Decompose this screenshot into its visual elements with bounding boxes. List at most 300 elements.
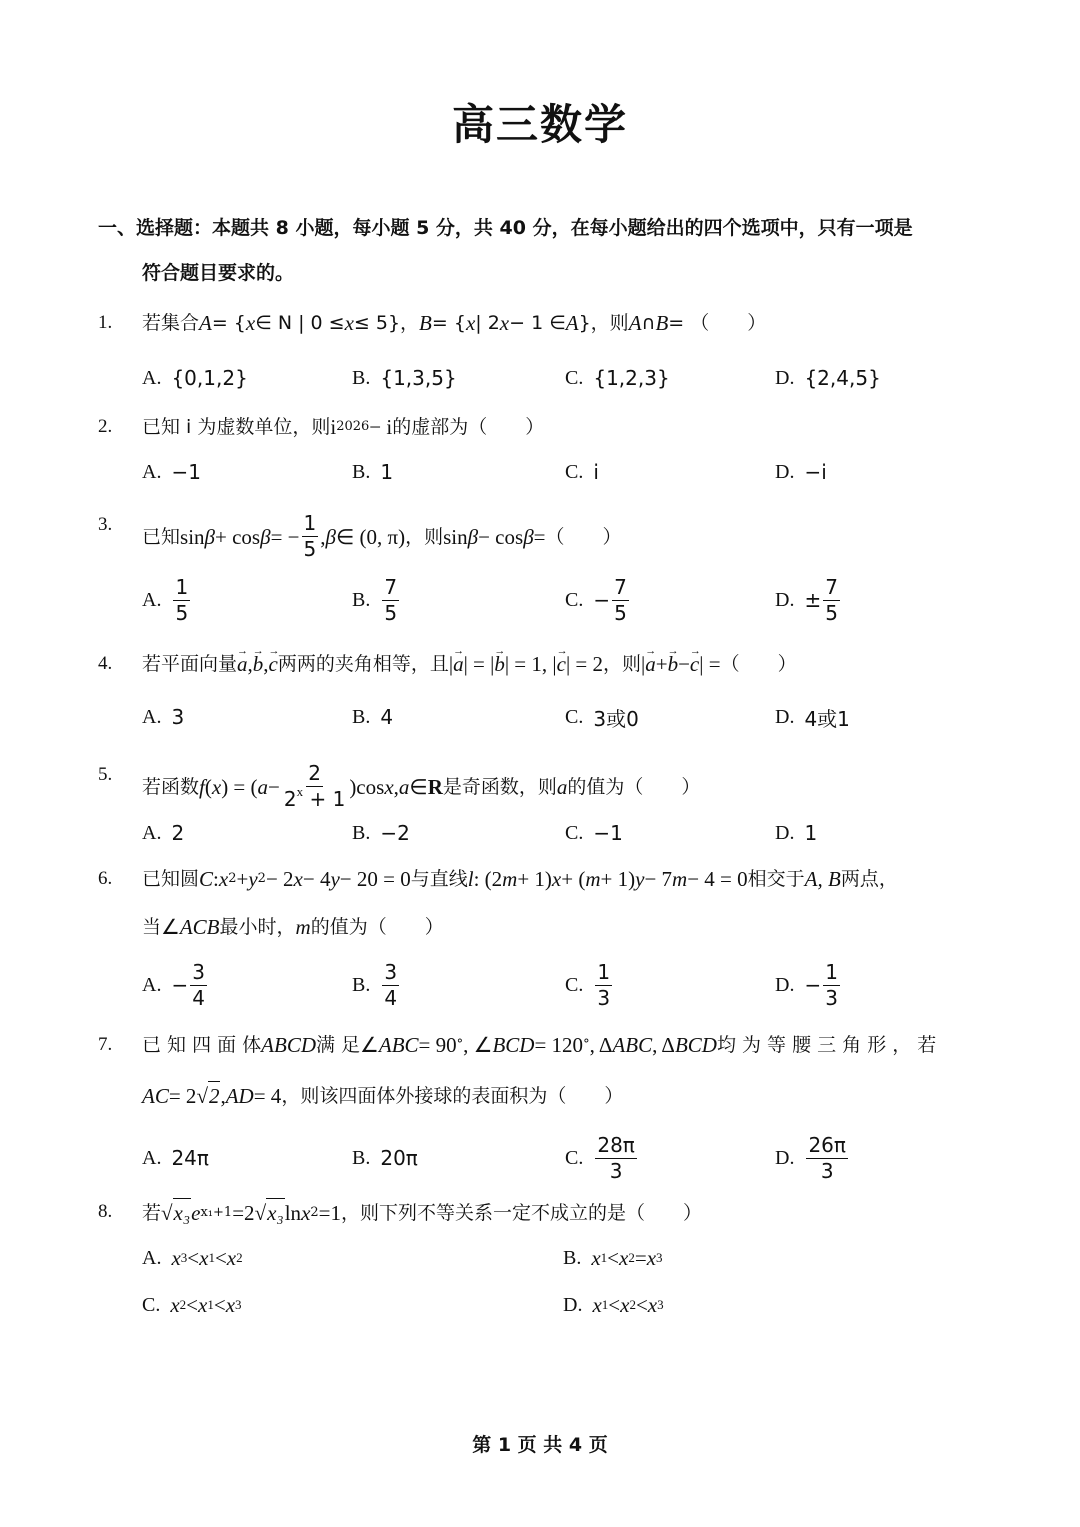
option-c[interactable]	[565, 1132, 639, 1183]
option-a[interactable]	[142, 454, 201, 490]
text: 20π	[380, 1146, 418, 1170]
superscript: x	[296, 784, 304, 799]
option-label: C.	[565, 821, 584, 844]
numerator	[612, 575, 629, 601]
math-text: +	[655, 652, 668, 676]
option-b[interactable]	[352, 699, 393, 735]
math-text: −	[268, 774, 280, 799]
text: 已知圆	[142, 868, 200, 890]
math-var: m	[585, 867, 601, 891]
text: 2	[308, 761, 321, 785]
question-stem	[142, 761, 700, 812]
fraction	[823, 960, 840, 1011]
option-label: C.	[565, 1146, 584, 1169]
text: 满 足	[316, 1034, 361, 1056]
question-stem: 若 √ x₃ e x₁+1 =2 √ x₃ ln x 2 =1 ，则下列不等关系一定不成立的是（ ）	[142, 1198, 702, 1227]
math-text: = 90	[418, 1033, 457, 1057]
vector: → b	[668, 650, 679, 678]
numerator	[173, 575, 190, 601]
math-var: AC	[142, 1083, 169, 1108]
question-number: 5.	[98, 764, 113, 785]
text: 当	[142, 916, 162, 938]
math-text: = −	[270, 524, 300, 549]
option-b[interactable]	[352, 959, 401, 1010]
math-text: + (	[561, 867, 586, 891]
text: 1	[804, 821, 818, 845]
option-a[interactable]	[142, 574, 192, 625]
numerator	[823, 960, 840, 986]
math-var: x	[170, 1292, 180, 1317]
math-var: m	[295, 915, 311, 939]
option-label: D.	[775, 1146, 795, 1169]
question-stem	[142, 1081, 623, 1110]
text: + 1	[303, 787, 346, 811]
text: 1	[825, 959, 838, 984]
math-text: <	[187, 1245, 200, 1270]
option-a[interactable]	[142, 959, 209, 1010]
math-var: y	[330, 867, 340, 891]
math-var: m	[672, 867, 688, 891]
text: 24π	[171, 1146, 209, 1170]
text: 3	[820, 1158, 834, 1183]
math-var: e	[191, 1200, 201, 1225]
math-text: − 2	[265, 867, 294, 891]
math-var: A	[628, 311, 642, 335]
text: 1	[175, 574, 189, 599]
option-label: D.	[775, 973, 795, 996]
math-var: A, B	[804, 867, 841, 891]
math-text: = 4	[253, 1083, 282, 1108]
option-d[interactable]	[775, 1132, 850, 1183]
text: 是奇函数，则	[442, 775, 557, 798]
math-var: x	[384, 774, 394, 799]
math-text: −	[678, 652, 690, 676]
text: −	[171, 973, 189, 997]
math-var: x	[619, 1245, 629, 1270]
option-c[interactable]: C. x 2 < x 1 < x 3	[142, 1292, 242, 1317]
denominator	[382, 986, 399, 1011]
denominator	[823, 601, 840, 626]
vector: → a	[453, 650, 464, 678]
math-text: =	[533, 524, 546, 549]
option-c[interactable]	[565, 959, 614, 1010]
text: 5	[303, 537, 317, 561]
option-label: B.	[352, 1146, 371, 1169]
math-text: :	[213, 867, 219, 891]
fraction	[190, 960, 207, 1011]
text: 5	[175, 600, 189, 625]
text: −2	[380, 821, 410, 845]
text: 5	[614, 600, 627, 625]
math-var: β	[325, 524, 336, 549]
math-text: | =	[699, 652, 721, 676]
math-var: x	[344, 311, 354, 335]
math-text: i	[330, 415, 337, 439]
option-c[interactable]	[565, 360, 670, 396]
math-set: R	[427, 774, 443, 799]
fraction	[382, 960, 399, 1011]
math-text: <	[607, 1245, 620, 1270]
text: −1	[171, 460, 201, 484]
math-var: AD	[225, 1083, 254, 1108]
radicand: x₃	[173, 1198, 192, 1227]
math-var: x	[592, 1292, 602, 1317]
math-text: − 7	[644, 867, 673, 891]
math-var: m	[502, 867, 518, 891]
math-var: x	[198, 1292, 208, 1317]
question-number: 3.	[98, 514, 113, 535]
text: = {	[211, 312, 246, 334]
option-a[interactable]: A. x 3 < x 1 < x 2	[142, 1245, 243, 1270]
text: {1,3,5}	[380, 366, 457, 390]
vector: → c	[690, 650, 699, 678]
option-label: A.	[142, 588, 162, 611]
text: ≤ 5}，	[353, 312, 420, 334]
math-text: + cos	[215, 524, 261, 549]
math-text: <	[635, 1292, 648, 1317]
question-number: 8.	[98, 1201, 113, 1222]
option-b[interactable]: B. x 1 < x 2 = x 3	[563, 1245, 663, 1270]
question-number: 1.	[98, 312, 113, 333]
option-label: A.	[142, 460, 162, 483]
option-c[interactable]	[565, 699, 639, 735]
math-text: =1	[318, 1200, 342, 1225]
option-d[interactable]	[775, 574, 842, 625]
math-var: x	[465, 311, 476, 335]
option-label: B.	[563, 1246, 582, 1269]
fraction	[595, 960, 612, 1011]
option-b[interactable]	[352, 360, 457, 396]
math-var: β	[467, 524, 479, 549]
math-text: | = 1, |	[504, 652, 557, 676]
math-var: a	[556, 774, 568, 799]
text: 3或0	[593, 706, 639, 731]
math-text: <	[213, 1292, 226, 1317]
math-text: ,	[393, 774, 399, 799]
math-var: x	[499, 311, 510, 335]
math-text: =	[634, 1245, 647, 1270]
text: i	[593, 460, 599, 484]
option-label: B.	[352, 460, 371, 483]
math-text: <	[186, 1292, 199, 1317]
math-text: , Δ	[589, 1033, 613, 1057]
math-var: BCD	[492, 1033, 535, 1057]
question-number: 2.	[98, 416, 113, 437]
text: ，则	[603, 653, 642, 675]
question-stem: 已 知 四 面 体 ABCD 满 足 ∠ ABC = 90 ° , ∠ BCD = 120 ° , Δ ABC , Δ BCD 均 为 等 腰 三 角 形 ， 若	[142, 1033, 937, 1057]
square-root	[255, 1198, 285, 1227]
math-text: ,	[220, 1083, 226, 1108]
math-var: x	[301, 1200, 311, 1225]
math-var: x	[551, 867, 562, 891]
text: 已 知 四 面 体	[142, 1034, 262, 1056]
math-text: , ∠	[463, 1033, 493, 1057]
math-var: f	[199, 774, 205, 799]
text: 3	[384, 959, 398, 984]
math-var: β	[260, 524, 271, 549]
math-var: x	[646, 1245, 657, 1270]
question-stem	[142, 309, 766, 337]
radicand: 2	[208, 1081, 221, 1110]
math-var: A	[565, 311, 579, 335]
math-text: (	[204, 774, 212, 799]
text: 4	[192, 985, 205, 1010]
option-a[interactable]	[142, 360, 248, 396]
fraction	[302, 511, 319, 562]
math-text: ∈ (0, π)	[335, 524, 406, 549]
text: {0,1,2}	[171, 366, 248, 390]
fraction	[282, 761, 347, 812]
question-number: 6.	[98, 868, 113, 889]
option-a[interactable]	[142, 815, 184, 851]
option-label: D.	[775, 588, 795, 611]
text: 2	[171, 821, 185, 845]
math-var: C	[199, 867, 214, 891]
math-text: ,	[320, 524, 326, 549]
text: | 2	[475, 312, 500, 334]
square-root	[161, 1198, 191, 1227]
math-text: ∈	[409, 774, 428, 799]
math-var: a	[398, 774, 410, 799]
text: −1	[593, 821, 623, 845]
option-label: D.	[775, 366, 795, 389]
text: = （ ）	[668, 312, 767, 334]
text: 若	[142, 1201, 162, 1224]
text: 均 为 等 腰 三 角 形 ， 若	[716, 1034, 937, 1056]
math-var: β	[523, 524, 534, 549]
text: 与直线	[410, 868, 468, 890]
option-b[interactable]	[352, 454, 393, 490]
math-text: +	[236, 867, 249, 891]
text: 1	[597, 959, 611, 984]
denominator	[282, 784, 347, 812]
text: −	[593, 588, 611, 612]
math-var: x	[620, 1292, 630, 1317]
math-text: ∠	[161, 915, 180, 939]
vector: → c	[557, 650, 566, 678]
question-number: 7.	[98, 1034, 113, 1055]
math-text: ,	[263, 652, 269, 676]
math-text: ln	[284, 1200, 302, 1225]
option-label: B.	[352, 821, 371, 844]
text: ，则	[405, 525, 444, 548]
option-label: B.	[352, 705, 371, 728]
text: 4或1	[804, 706, 850, 731]
option-label: A.	[142, 366, 162, 389]
text: {2,4,5}	[804, 366, 881, 390]
radical-sign: √	[196, 1084, 208, 1108]
text: 5	[384, 600, 398, 625]
text: 的值为（ ）	[567, 775, 701, 798]
math-var: x	[647, 1292, 658, 1317]
page-title: 高三数学	[451, 100, 628, 149]
math-var: x	[199, 1245, 209, 1270]
option-label: D.	[775, 705, 795, 728]
text: 2	[283, 787, 297, 811]
math-var: B	[655, 311, 669, 335]
text: 最小时，	[219, 916, 296, 938]
option-d[interactable]: D. x 1 < x 2 < x 3	[563, 1292, 664, 1317]
option-label: C.	[142, 1293, 161, 1316]
text: 若函数	[142, 775, 200, 798]
denominator	[819, 1159, 836, 1184]
text: 3	[192, 959, 205, 984]
text: 4	[380, 705, 394, 729]
text: 3	[597, 985, 611, 1010]
option-c[interactable]	[565, 454, 599, 490]
math-var: ACB	[179, 915, 220, 939]
page-footer: 第 1 页 共 4 页	[472, 1434, 608, 1456]
question-number: 4.	[98, 653, 113, 674]
text: }，则	[578, 312, 629, 334]
math-text: − 4 = 0	[687, 867, 748, 891]
option-label: A.	[142, 821, 162, 844]
math-var: A	[199, 311, 212, 335]
text: 3	[609, 1158, 623, 1183]
option-label: A.	[142, 705, 162, 728]
option-a[interactable]	[142, 699, 184, 735]
text: 已知	[142, 525, 181, 548]
math-var: β	[204, 524, 215, 549]
text: ，则该四面体外接球的表面积为（ ）	[281, 1084, 624, 1107]
text: −i	[804, 460, 827, 484]
math-text: ∠	[360, 1033, 379, 1057]
option-c[interactable]	[565, 815, 623, 851]
option-d[interactable]	[775, 959, 842, 1010]
math-text: − i	[369, 415, 393, 439]
math-text: <	[214, 1245, 227, 1270]
option-label: C.	[565, 460, 584, 483]
math-var: BCD	[674, 1033, 717, 1057]
option-label: A.	[142, 1146, 162, 1169]
math-text: sin	[180, 524, 205, 549]
text: 7	[825, 574, 838, 599]
text: = {	[431, 312, 466, 334]
numerator	[306, 761, 323, 787]
numerator	[823, 575, 840, 601]
denominator	[595, 986, 612, 1011]
text: 两点，	[840, 868, 898, 890]
option-d[interactable]	[775, 699, 850, 735]
fraction	[382, 575, 399, 626]
math-var: ABC	[612, 1033, 653, 1057]
option-b[interactable]	[352, 1140, 418, 1176]
denominator	[382, 601, 399, 626]
text: 若集合	[142, 312, 200, 334]
denominator	[608, 1159, 625, 1184]
math-var: x	[245, 311, 256, 335]
math-text: |	[448, 652, 454, 676]
text: ，则下列不等关系一定不成立的是（ ）	[341, 1201, 703, 1224]
option-d[interactable]	[775, 360, 881, 396]
denominator	[173, 601, 190, 626]
option-label: A.	[142, 973, 162, 996]
option-b[interactable]	[352, 815, 410, 851]
option-label: D.	[775, 821, 795, 844]
text: ±	[804, 588, 822, 612]
math-var: x	[226, 1245, 237, 1270]
math-text: = 120	[534, 1033, 584, 1057]
text: 28π	[597, 1132, 635, 1157]
fraction	[806, 1133, 848, 1184]
fraction	[823, 575, 840, 626]
denominator	[823, 986, 840, 1011]
text: {1,2,3}	[593, 366, 670, 390]
option-label: A.	[142, 1246, 162, 1269]
math-text: : (2	[473, 867, 503, 891]
math-var: y	[248, 867, 258, 891]
math-text: + 1)	[600, 867, 636, 891]
text: 若平面向量	[142, 653, 238, 675]
option-d[interactable]	[775, 815, 817, 851]
radical-sign: √	[254, 1201, 267, 1225]
math-text: ) = (	[221, 774, 258, 799]
option-d[interactable]	[775, 454, 827, 490]
math-var: x	[218, 867, 229, 891]
fraction	[595, 1133, 637, 1184]
text: 两两的夹角相等，且	[277, 653, 449, 675]
math-text: + 1)	[517, 867, 552, 891]
text: （ ）	[720, 653, 797, 675]
fraction	[173, 575, 190, 626]
math-var: ABCD	[261, 1033, 316, 1057]
option-label: C.	[565, 588, 584, 611]
numerator	[595, 1133, 637, 1159]
option-b[interactable]	[352, 574, 401, 625]
option-label: B.	[352, 366, 371, 389]
question-stem	[142, 913, 444, 941]
math-text: | = |	[463, 652, 495, 676]
radical-sign: √	[161, 1201, 173, 1225]
math-var: B	[419, 311, 432, 335]
option-label: D.	[775, 460, 795, 483]
numerator	[806, 1133, 848, 1159]
option-label: C.	[565, 366, 584, 389]
section-heading-cont: 符合题目要求的。	[142, 262, 295, 284]
text: −	[804, 973, 822, 997]
text: ∈ N | 0 ≤	[255, 312, 345, 334]
option-label: B.	[352, 973, 371, 996]
text: 3	[171, 705, 185, 729]
math-text: = 2	[168, 1083, 197, 1108]
math-text: =2	[232, 1200, 255, 1225]
question-stem: 已知 i 为虚数单位，则 i 2026 − i 的虚部为（ ）	[142, 415, 545, 439]
text: 的值为（ ）	[310, 916, 444, 938]
math-var: x	[293, 867, 303, 891]
math-var: x	[171, 1245, 181, 1270]
text: 5	[825, 600, 838, 625]
numerator	[302, 511, 319, 537]
math-text: − cos	[478, 524, 524, 549]
option-label: C.	[565, 973, 584, 996]
option-label: C.	[565, 705, 584, 728]
math-var: a	[257, 774, 269, 799]
option-c[interactable]	[565, 574, 631, 625]
radicand: x₃	[266, 1198, 285, 1227]
text: 7	[384, 574, 398, 599]
vector: → b	[253, 650, 264, 678]
vector: → c	[269, 650, 278, 678]
option-a[interactable]	[142, 1140, 209, 1176]
numerator	[382, 960, 399, 986]
denominator	[612, 601, 629, 626]
text: 相交于	[747, 868, 805, 890]
math-text: − 20 = 0	[339, 867, 411, 891]
math-text: ,	[247, 652, 253, 676]
question-stem: 已知圆 C : x 2 + y 2 − 2 x − 4 y − 20 = 0 与直线 l : (2 m + 1) x + ( m + 1) y − 7 m − 4 = 0 相交于 A, B 两点，	[142, 867, 898, 891]
text: 4	[384, 985, 398, 1010]
math-text: <	[608, 1292, 621, 1317]
